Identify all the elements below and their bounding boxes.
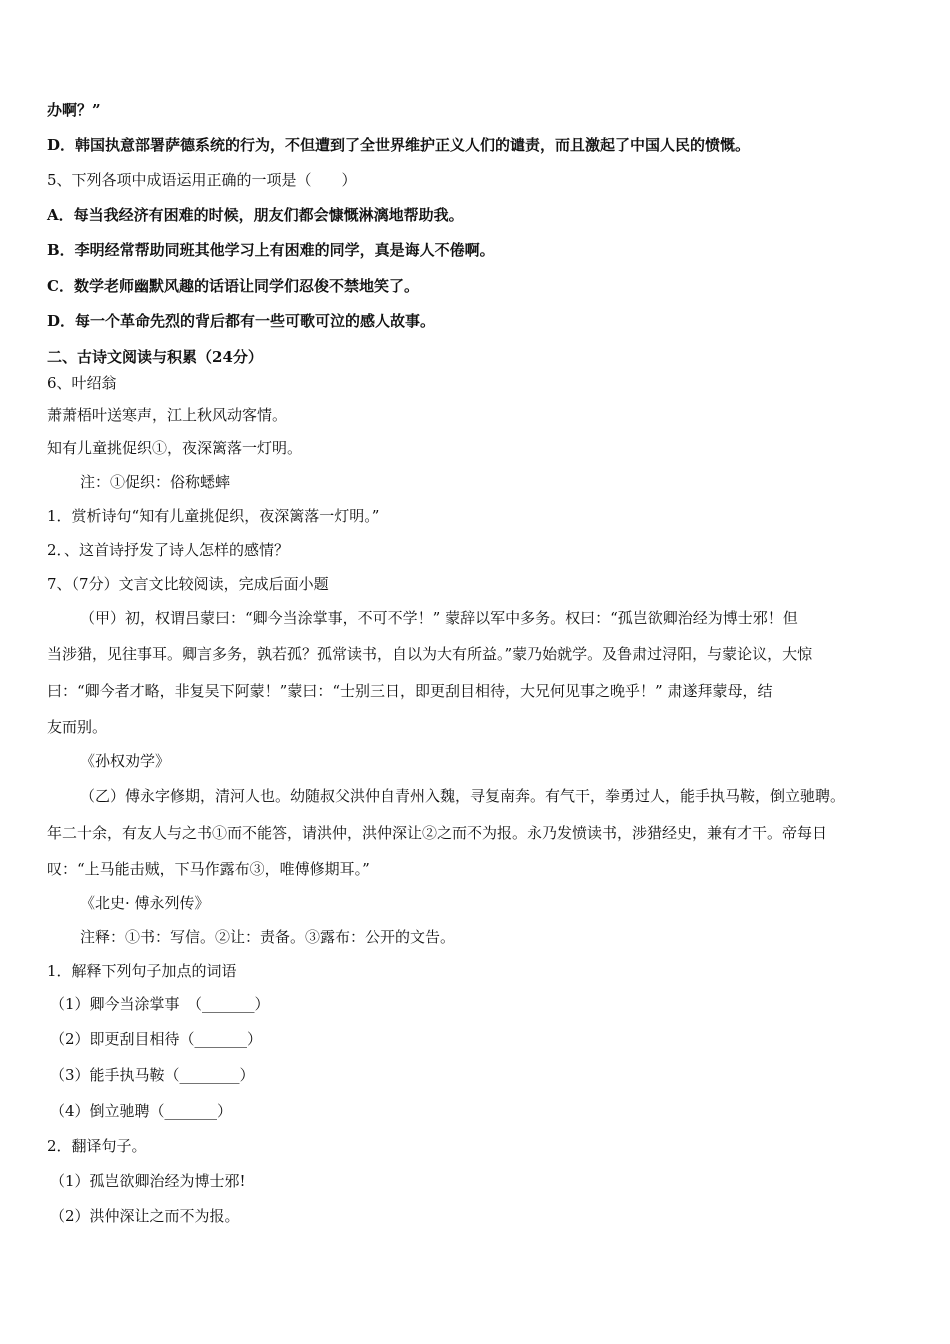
q7-q1-item-3: （3）能手执马鞍（________） xyxy=(50,1066,255,1084)
q5-option-c: C．数学老师幽默风趣的话语让同学们忍俊不禁地笑了。 xyxy=(47,277,419,295)
q7-q1-title: 1．解释下列句子加点的词语 xyxy=(47,962,237,980)
q7-q2-title: 2．翻译句子。 xyxy=(47,1137,147,1155)
section-2-title: 二、古诗文阅读与积累（24分） xyxy=(47,348,263,366)
q7-yi-source: 《北史· 傅永列传》 xyxy=(80,894,210,912)
q5-option-b: B．李明经常帮助同班其他学习上有困难的同学，真是诲人不倦啊。 xyxy=(47,241,495,259)
q5-stem: 5、下列各项中成语运用正确的一项是（ ） xyxy=(47,171,357,189)
q7-jia-line-4: 友而别。 xyxy=(47,718,108,736)
q6-sub-question-1: 1．赏析诗句“知有儿童挑促织，夜深篱落一灯明。” xyxy=(47,507,380,525)
q4-tail-text: 办啊？” xyxy=(47,101,101,119)
q4-option-d: D．韩国执意部署萨德系统的行为，不但遭到了全世界维护正义人们的谴责，而且激起了中国人民的愤慨。 xyxy=(47,136,751,154)
q7-q2-item-1: （1）孤岂欲卿治经为博士邪! xyxy=(50,1172,246,1190)
q6-note: 注：①促织：俗称蟋蟀 xyxy=(80,473,231,491)
q6-poem-line-1: 萧萧梧叶送寒声，江上秋风动客情。 xyxy=(47,406,288,424)
q7-q1-item-2: （2）即更刮目相待（_______） xyxy=(50,1030,263,1048)
q7-yi-line-2: 年二十余，有友人与之书①而不能答，请洪仲，洪仲深让②之而不为报。永乃发愤读书，涉猎经史，兼有才干。帝每日 xyxy=(47,824,828,842)
q7-jia-line-2: 当涉猎，见往事耳。卿言多务，孰若孤？孤常读书，自以为大有所益。”蒙乃始就学。及鲁肃过浔阳，与蒙论议，大惊 xyxy=(47,645,813,663)
q7-yi-line-1: （乙）傅永字修期，清河人也。幼随叔父洪仲自青州入魏，寻复南奔。有气干，拳勇过人，能手执马鞍，倒立驰聘。 xyxy=(80,787,846,805)
q6-sub-question-2: 2．、这首诗抒发了诗人怎样的感情？ xyxy=(47,541,290,559)
q7-q2-item-2: （2）洪仲深让之而不为报。 xyxy=(50,1207,240,1225)
q7-jia-line-1: （甲）初，权谓吕蒙曰：“卿今当涂掌事，不可不学！” 蒙辞以军中多务。权曰：“孤岂欲卿治经为博士邪！但 xyxy=(80,609,798,627)
q5-option-a: A．每当我经济有困难的时候，朋友们都会慷慨淋漓地帮助我。 xyxy=(47,206,464,224)
q6-poem-line-2: 知有儿童挑促织①，夜深篱落一灯明。 xyxy=(47,439,303,457)
q7-jia-source: 《孙权劝学》 xyxy=(80,752,171,770)
q7-stem: 7、（7分）文言文比较阅读，完成后面小题 xyxy=(47,575,329,593)
q7-jia-line-3: 曰：“卿今者才略，非复吴下阿蒙！”蒙曰：“士别三日，即更刮目相待，大兄何见事之晚乎！” 肃遂拜蒙母，结 xyxy=(47,682,773,700)
q7-q1-item-1: （1）卿今当涂掌事 （_______） xyxy=(50,995,270,1013)
q6-title: 6、叶绍翁 xyxy=(47,374,117,392)
q7-yi-note: 注释：①书：写信。②让：责备。③露布：公开的文告。 xyxy=(80,928,456,946)
q7-q1-item-4: （4）倒立驰聘（_______） xyxy=(50,1102,233,1120)
q7-yi-line-3: 叹：“上马能击贼，下马作露布③，唯傅修期耳。” xyxy=(47,860,370,878)
q5-option-d: D．每一个革命先烈的背后都有一些可歌可泣的感人故事。 xyxy=(47,312,436,330)
